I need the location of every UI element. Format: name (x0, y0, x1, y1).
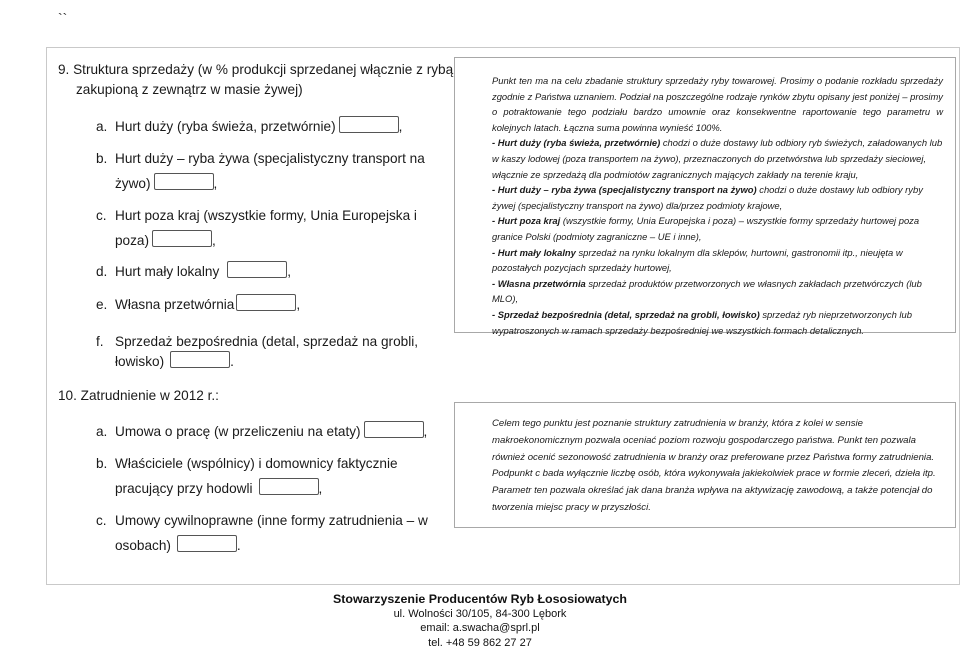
footer-address: ul. Wolności 30/105, 84-300 Lębork (393, 607, 567, 620)
note1-def-5: - Własna przetwórnia sprzedaż produktów przetworzonych we własnych zakładach przetwórczych (lub MLO), (492, 277, 922, 305)
sales-structure-note (454, 57, 956, 336)
note1-def-1: - Hurt duży (ryba świeża, przetwórnie) chodzi o duże dostawy lub odbiory ryb świeżych, załadowanych lub w kaszy lodowej (poza transportem na żywo), przeznaczonych do przetwórstwa lub sprzedaży sieciowej, włącznie ze sprzedażą dla podmiotów zagranicznych mających zakłady na terenie kraju, (492, 137, 943, 180)
q9-c-input[interactable] (152, 230, 212, 247)
note1-intro: Punkt ten ma na celu zbadanie struktury sprzedaży ryby towarowej. Prosimy o podanie rozkładu sprzedaży zgodnie z Państwa uznaniem. Podział na poszczególne rodzaje rynków zbytu opisany jest poniżej – prosimy o potraktowanie tego podziału bardzo umownie oraz konsekwentne raportowanie tego parametru w kolejnych latach. Łączna suma powinna wynieść 100%. (492, 75, 943, 133)
note1-def-3: - Hurt poza kraj (wszystkie formy, Unia Europejska i poza) – wszystkie formy sprzedaży hurtowej poza granice Polski (podmioty zagraniczne – UE i inne), (492, 215, 920, 242)
q9-title-line1: 9. Struktura sprzedaży (w % produkcji sprzedanej włącznie z rybą (58, 62, 454, 77)
q9-e-input[interactable] (236, 294, 296, 311)
note1-def-6: - Sprzedaż bezpośrednia (detal, sprzedaż na grobli, łowisko) sprzedaż ryb nieprzetworzonych lub wypatroszonych w ramach sprzedaży bezpośredniej we wszystkich formach detalicznych. (492, 308, 912, 336)
employment-note (454, 402, 956, 528)
q9-b-input[interactable] (154, 173, 214, 190)
note1-def-4: - Hurt mały lokalny sprzedaż na rynku lokalnym dla sklepów, hurtowni, gastronomii itp., nieujęta w pozostałych pozycjach sprzedaży hurtowej, (492, 246, 903, 274)
q9-d-input[interactable] (227, 261, 287, 278)
footer-org: Stowarzyszenie Producentów Ryb Łososiowatych (333, 592, 627, 606)
q9-title-line2: zakupioną z zewnątrz w masie żywej) (76, 82, 303, 97)
note2-text: Celem tego punktu jest poznanie struktury zatrudnienia w branży, która z kolei w sensie makroekonomicznym pozwala oceniać poziom rozwoju gospodarczego państwa. Punkt ten pozwala również ocenić sezonowość zatrudnienia w branży oraz preferowane przez Państwa formy zatrudnienia. Podpunkt c bada wyłącznie liczbę osób, która wykonywała jakiekolwiek prace w formie zleceń, dzieła itp. Parametr ten pozwala określać jak dana branża wpływa na aktywizację zawodową, a także potencjał do tworzenia miejsc pracy w przyszłości. (492, 418, 936, 513)
footer-tel: tel. +48 59 862 27 27 (428, 636, 532, 649)
q10-b-input[interactable] (259, 478, 319, 495)
q9-f-input[interactable] (170, 351, 230, 368)
footer-email[interactable]: email: a.swacha@sprl.pl (420, 622, 540, 634)
q10-title: 10. Zatrudnienie w 2012 r.: (58, 388, 219, 403)
q9-a-input[interactable] (339, 116, 399, 133)
note1-def-2: - Hurt duży – ryba żywa (specjalistyczny transport na żywo) chodzi o duże dostawy lub odbiory ryby żywej (specjalistyczny transport na żywo) dla/przez podmioty krajowe, (492, 184, 923, 211)
stray-mark: `` (58, 10, 68, 26)
footer (0, 592, 960, 650)
q10-c-input[interactable] (177, 535, 237, 552)
q10-a-input[interactable] (364, 421, 424, 438)
